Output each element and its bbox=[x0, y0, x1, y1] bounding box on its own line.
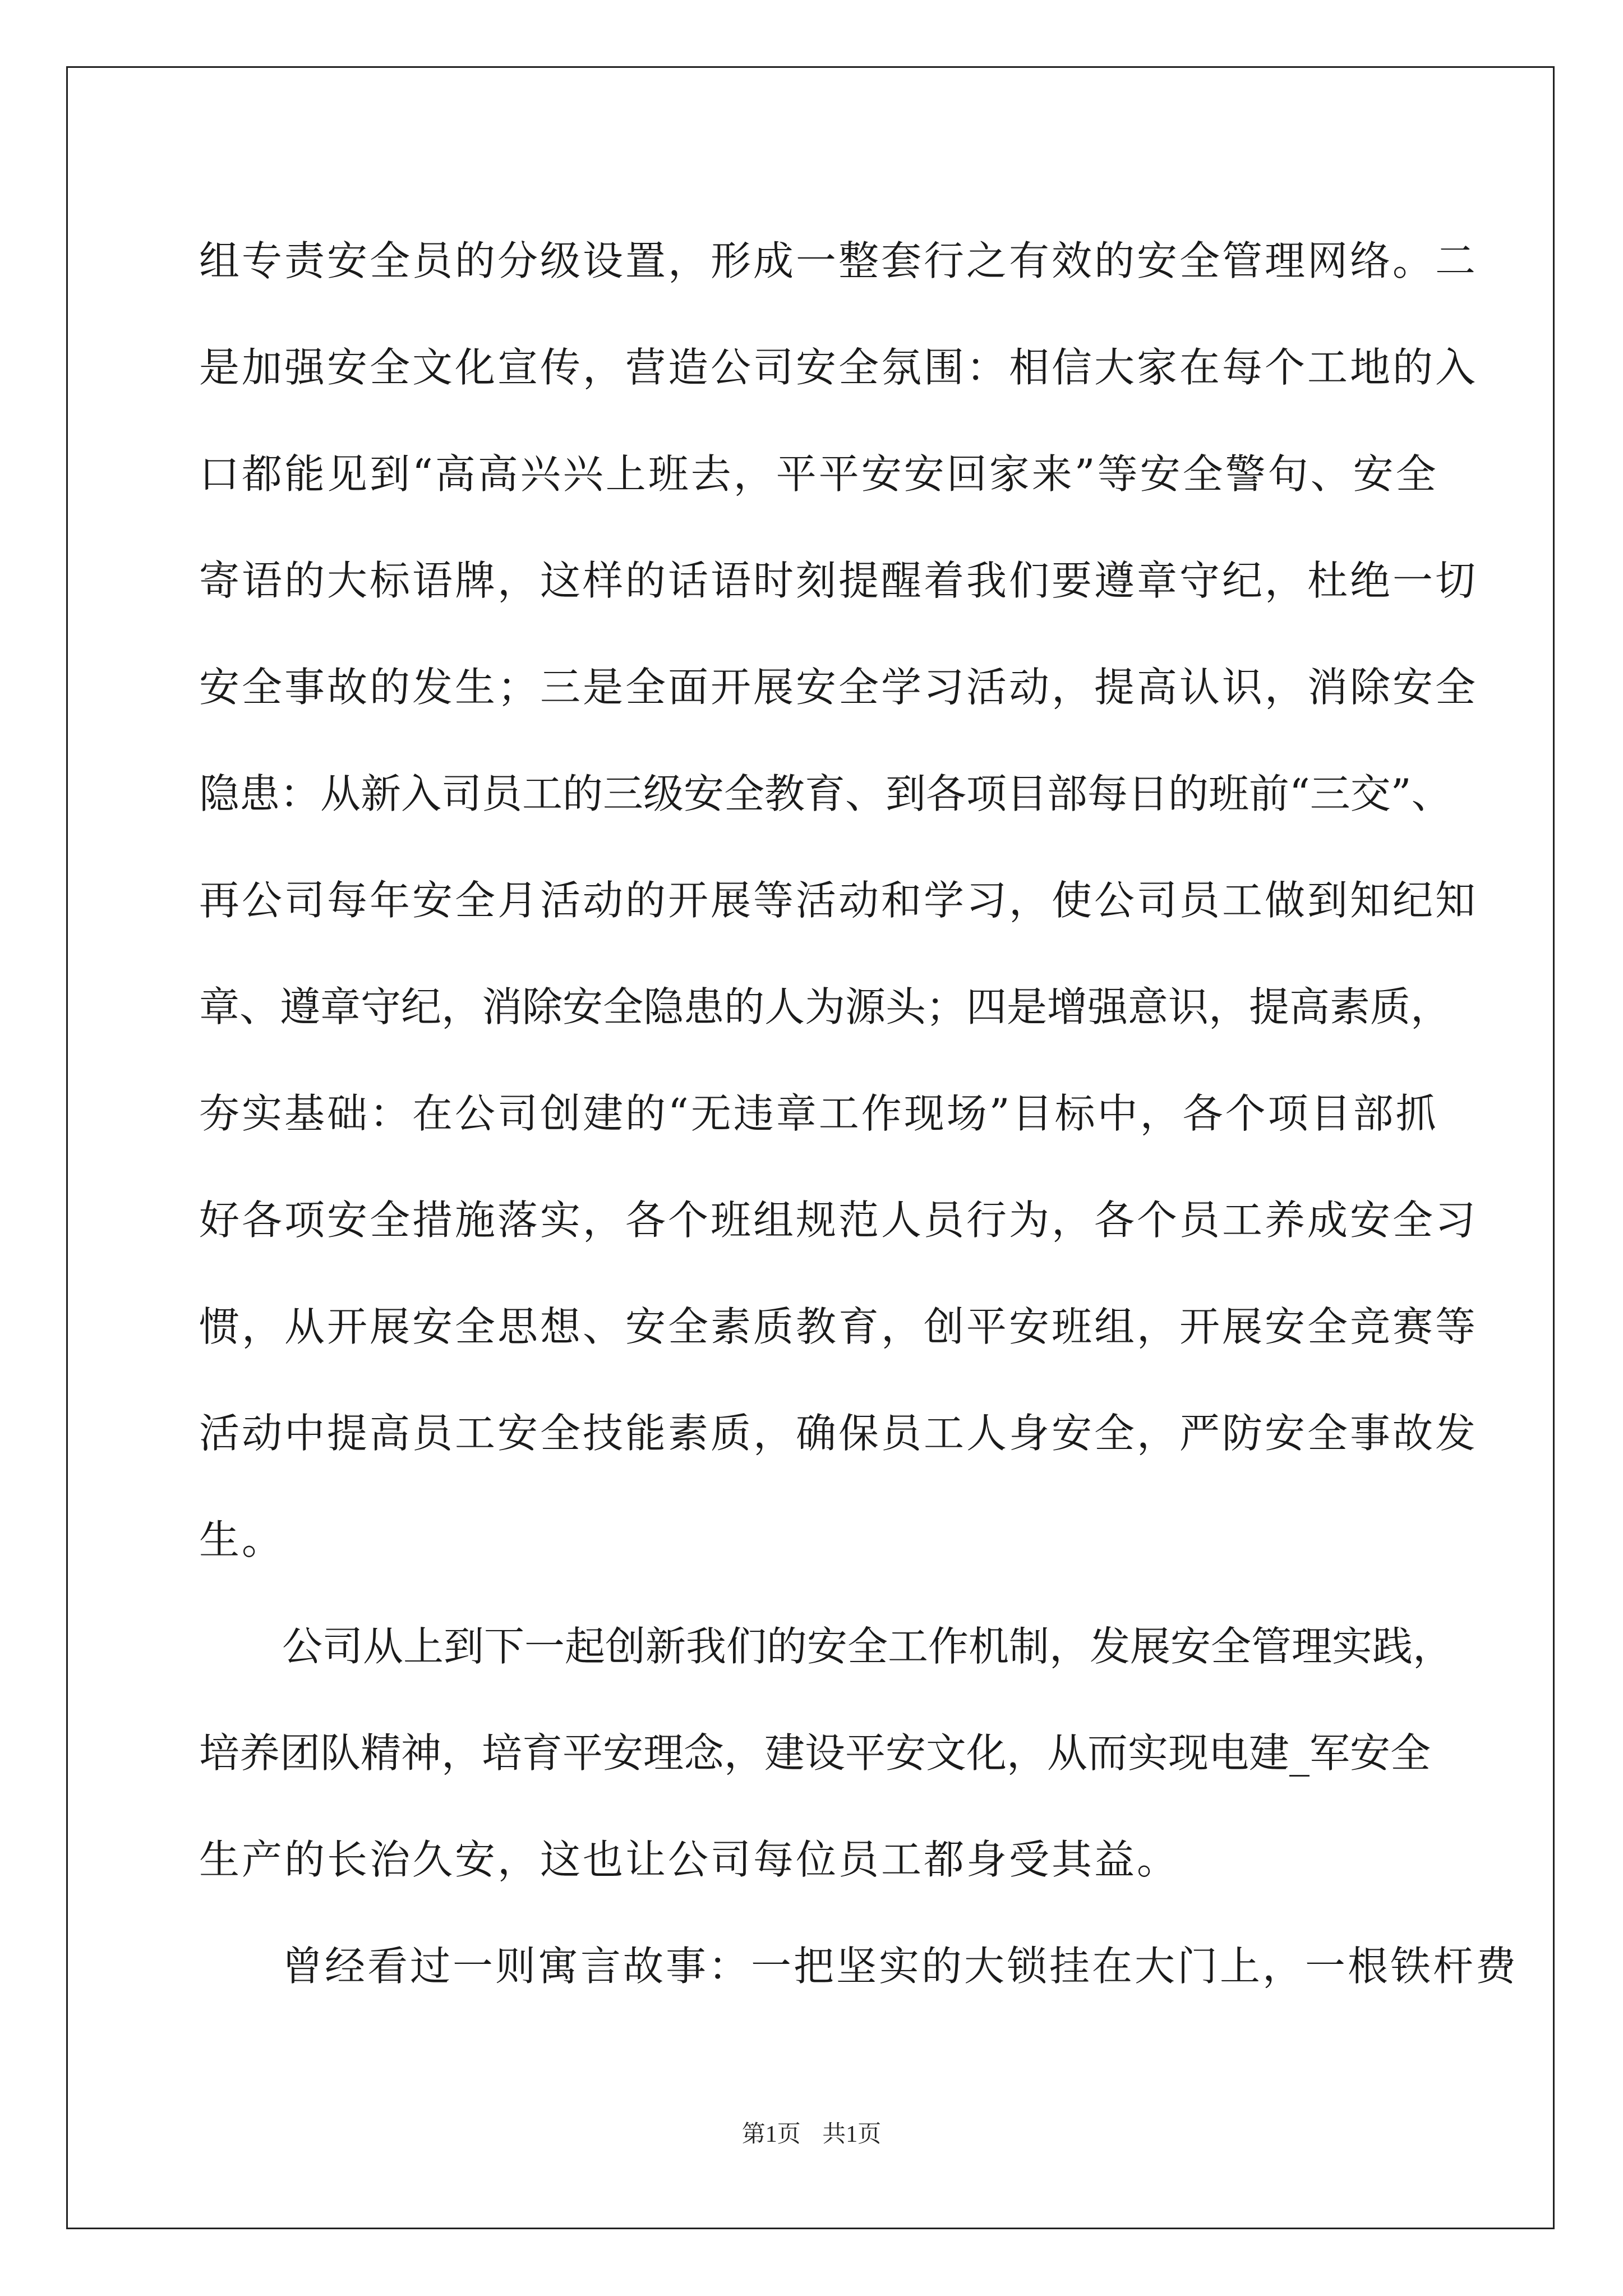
text-line: 口都能见到“高高兴兴上班去，平平安安回家来”等安全警句、安全 bbox=[199, 450, 1438, 498]
text-line: 夯实基础：在公司创建的“无违章工作现场”目标中，各个项目部抓 bbox=[199, 1090, 1438, 1137]
text-line: 安全事故的发生；三是全面开展安全学习活动，提高认识，消除安全 bbox=[199, 664, 1478, 711]
paragraph-start-line: 曾经看过一则寓言故事：一把坚实的大锁挂在大门上，一根铁杆费 bbox=[282, 1943, 1519, 1990]
page-footer bbox=[0, 2118, 1623, 2151]
text-line: 好各项安全措施落实，各个班组规范人员行为，各个员工养成安全习 bbox=[199, 1197, 1478, 1244]
page-number: 第1页 bbox=[741, 2122, 801, 2147]
text-line: 惯，从开展安全思想、安全素质教育，创平安班组，开展安全竞赛等 bbox=[199, 1303, 1478, 1350]
page-total: 共1页 bbox=[822, 2122, 882, 2147]
text-line: 隐患：从新入司员工的三级安全教育、到各项目部每日的班前“三交”、 bbox=[199, 770, 1452, 817]
text-line: 生。 bbox=[199, 1516, 285, 1563]
text-line: 是加强安全文化宣传，营造公司安全氛围：相信大家在每个工地的入 bbox=[199, 344, 1478, 391]
paragraph-start-line: 公司从上到下一起创新我们的安全工作机制，发展安全管理实践， bbox=[282, 1623, 1454, 1670]
text-line: 再公司每年安全月活动的开展等活动和学习，使公司员工做到知纪知 bbox=[199, 877, 1478, 924]
document-body bbox=[199, 208, 1519, 2019]
text-line: 章、遵章守纪，消除安全隐患的人为源头；四是增强意识，提高素质， bbox=[199, 983, 1451, 1030]
text-line: 活动中提高员工安全技能素质，确保员工人身安全，严防安全事故发 bbox=[199, 1410, 1478, 1457]
text-line: 寄语的大标语牌，这样的话语时刻提醒着我们要遵章守纪，杜绝一切 bbox=[199, 557, 1478, 604]
text-line: 组专责安全员的分级设置，形成一整套行之有效的安全管理网络。二 bbox=[199, 237, 1478, 284]
text-line: 培养团队精神，培育平安理念，建设平安文化，从而实现电建_军安全 bbox=[199, 1729, 1431, 1777]
text-line: 生产的长治久安，这也让公司每位员工都身受其益。 bbox=[199, 1836, 1180, 1883]
